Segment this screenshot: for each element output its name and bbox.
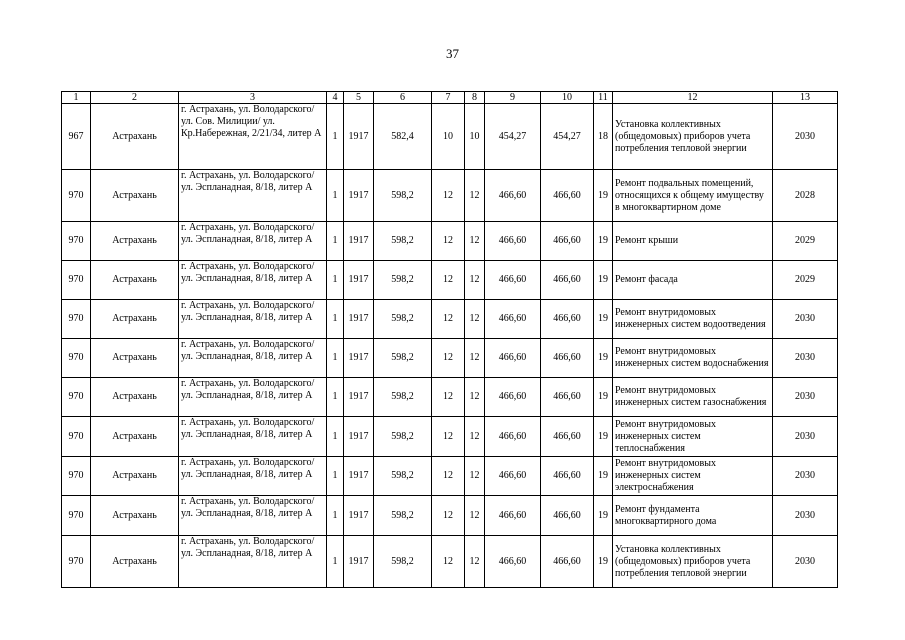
cell-build-year: 1917 bbox=[344, 222, 374, 261]
cell-address: г. Астрахань, ул. Володарского/ ул. Эспланадная, 8/18, литер А bbox=[179, 378, 327, 417]
cell-work-type: Установка коллективных (общедомовых) приборов учета потребления тепловой энергии bbox=[613, 536, 773, 588]
cell-work-type: Ремонт крыши bbox=[613, 222, 773, 261]
cell-col4: 1 bbox=[327, 261, 344, 300]
cell-work-type: Ремонт внутридомовых инженерных систем теплоснабжения bbox=[613, 417, 773, 457]
cell-col8: 12 bbox=[465, 261, 485, 300]
column-header: 4 bbox=[327, 92, 344, 104]
cell-col8: 12 bbox=[465, 536, 485, 588]
cell-col11: 19 bbox=[594, 457, 613, 496]
cell-col7: 10 bbox=[432, 104, 465, 170]
cell-address: г. Астрахань, ул. Володарского/ ул. Эспланадная, 8/18, литер А bbox=[179, 496, 327, 536]
cell-address: г. Астрахань, ул. Володарского/ ул. Эспланадная, 8/18, литер А bbox=[179, 417, 327, 457]
column-number-row bbox=[62, 92, 838, 104]
cell-work-type: Ремонт внутридомовых инженерных систем водоснабжения bbox=[613, 339, 773, 378]
cell-area: 598,2 bbox=[374, 300, 432, 339]
cell-col8: 12 bbox=[465, 378, 485, 417]
cell-address: г. Астрахань, ул. Володарского/ ул. Эспланадная, 8/18, литер А bbox=[179, 536, 327, 588]
cell-build-year: 1917 bbox=[344, 378, 374, 417]
cell-col7: 12 bbox=[432, 300, 465, 339]
cell-col7: 12 bbox=[432, 339, 465, 378]
cell-col11: 19 bbox=[594, 536, 613, 588]
cell-col9: 466,60 bbox=[485, 378, 541, 417]
cell-col11: 19 bbox=[594, 496, 613, 536]
cell-year: 2028 bbox=[773, 170, 838, 222]
table-row bbox=[62, 536, 838, 588]
cell-work-type: Ремонт подвальных помещений, относящихся к общему имуществу в многоквартирном доме bbox=[613, 170, 773, 222]
cell-col9: 466,60 bbox=[485, 170, 541, 222]
cell-record-number: 970 bbox=[62, 496, 91, 536]
cell-col11: 19 bbox=[594, 170, 613, 222]
cell-area: 598,2 bbox=[374, 378, 432, 417]
column-header: 3 bbox=[179, 92, 327, 104]
cell-area: 598,2 bbox=[374, 222, 432, 261]
table-row bbox=[62, 339, 838, 378]
table-row bbox=[62, 457, 838, 496]
cell-city: Астрахань bbox=[91, 378, 179, 417]
cell-col7: 12 bbox=[432, 261, 465, 300]
cell-record-number: 970 bbox=[62, 378, 91, 417]
cell-work-type: Ремонт внутридомовых инженерных систем электроснабжения bbox=[613, 457, 773, 496]
cell-city: Астрахань bbox=[91, 300, 179, 339]
column-header: 10 bbox=[541, 92, 594, 104]
cell-col4: 1 bbox=[327, 378, 344, 417]
cell-build-year: 1917 bbox=[344, 261, 374, 300]
cell-work-type: Установка коллективных (общедомовых) приборов учета потребления тепловой энергии bbox=[613, 104, 773, 170]
cell-col10: 466,60 bbox=[541, 496, 594, 536]
cell-col10: 466,60 bbox=[541, 222, 594, 261]
cell-col7: 12 bbox=[432, 496, 465, 536]
column-header: 11 bbox=[594, 92, 613, 104]
cell-col8: 10 bbox=[465, 104, 485, 170]
cell-col4: 1 bbox=[327, 536, 344, 588]
cell-address: г. Астрахань, ул. Володарского/ ул. Сов. Милиции/ ул. Кр.Набережная, 2/21/34, литер А bbox=[179, 104, 327, 170]
table-row bbox=[62, 417, 838, 457]
cell-city: Астрахань bbox=[91, 170, 179, 222]
cell-record-number: 967 bbox=[62, 104, 91, 170]
cell-area: 598,2 bbox=[374, 536, 432, 588]
cell-col4: 1 bbox=[327, 339, 344, 378]
cell-record-number: 970 bbox=[62, 457, 91, 496]
cell-build-year: 1917 bbox=[344, 300, 374, 339]
cell-city: Астрахань bbox=[91, 339, 179, 378]
cell-address: г. Астрахань, ул. Володарского/ ул. Эспланадная, 8/18, литер А bbox=[179, 300, 327, 339]
cell-col4: 1 bbox=[327, 222, 344, 261]
table-row bbox=[62, 170, 838, 222]
cell-col10: 466,60 bbox=[541, 300, 594, 339]
column-header: 12 bbox=[613, 92, 773, 104]
column-header: 7 bbox=[432, 92, 465, 104]
table-row bbox=[62, 300, 838, 339]
cell-col8: 12 bbox=[465, 300, 485, 339]
cell-area: 598,2 bbox=[374, 170, 432, 222]
cell-col10: 466,60 bbox=[541, 536, 594, 588]
cell-col9: 466,60 bbox=[485, 457, 541, 496]
cell-col8: 12 bbox=[465, 496, 485, 536]
table-row bbox=[62, 378, 838, 417]
cell-address: г. Астрахань, ул. Володарского/ ул. Эспланадная, 8/18, литер А bbox=[179, 170, 327, 222]
table-row bbox=[62, 261, 838, 300]
cell-record-number: 970 bbox=[62, 339, 91, 378]
cell-col7: 12 bbox=[432, 222, 465, 261]
cell-year: 2030 bbox=[773, 104, 838, 170]
cell-build-year: 1917 bbox=[344, 536, 374, 588]
cell-col4: 1 bbox=[327, 170, 344, 222]
column-header: 8 bbox=[465, 92, 485, 104]
cell-col10: 454,27 bbox=[541, 104, 594, 170]
cell-work-type: Ремонт фасада bbox=[613, 261, 773, 300]
cell-build-year: 1917 bbox=[344, 104, 374, 170]
cell-col4: 1 bbox=[327, 496, 344, 536]
cell-year: 2030 bbox=[773, 496, 838, 536]
cell-area: 598,2 bbox=[374, 457, 432, 496]
cell-col11: 19 bbox=[594, 222, 613, 261]
cell-col8: 12 bbox=[465, 222, 485, 261]
cell-col4: 1 bbox=[327, 457, 344, 496]
column-header: 1 bbox=[62, 92, 91, 104]
cell-year: 2029 bbox=[773, 222, 838, 261]
cell-col7: 12 bbox=[432, 536, 465, 588]
cell-col10: 466,60 bbox=[541, 457, 594, 496]
cell-col10: 466,60 bbox=[541, 170, 594, 222]
cell-col9: 466,60 bbox=[485, 261, 541, 300]
cell-work-type: Ремонт фундамента многоквартирного дома bbox=[613, 496, 773, 536]
cell-record-number: 970 bbox=[62, 261, 91, 300]
cell-city: Астрахань bbox=[91, 536, 179, 588]
cell-col7: 12 bbox=[432, 378, 465, 417]
cell-col10: 466,60 bbox=[541, 261, 594, 300]
cell-year: 2029 bbox=[773, 261, 838, 300]
cell-city: Астрахань bbox=[91, 104, 179, 170]
cell-city: Астрахань bbox=[91, 496, 179, 536]
cell-col11: 19 bbox=[594, 339, 613, 378]
column-header: 13 bbox=[773, 92, 838, 104]
cell-build-year: 1917 bbox=[344, 457, 374, 496]
cell-year: 2030 bbox=[773, 300, 838, 339]
cell-col9: 466,60 bbox=[485, 222, 541, 261]
cell-col8: 12 bbox=[465, 457, 485, 496]
cell-work-type: Ремонт внутридомовых инженерных систем газоснабжения bbox=[613, 378, 773, 417]
cell-col9: 454,27 bbox=[485, 104, 541, 170]
cell-col4: 1 bbox=[327, 104, 344, 170]
cell-col10: 466,60 bbox=[541, 417, 594, 457]
cell-city: Астрахань bbox=[91, 417, 179, 457]
cell-record-number: 970 bbox=[62, 222, 91, 261]
cell-area: 598,2 bbox=[374, 417, 432, 457]
cell-col9: 466,60 bbox=[485, 496, 541, 536]
cell-area: 582,4 bbox=[374, 104, 432, 170]
column-header: 5 bbox=[344, 92, 374, 104]
cell-col8: 12 bbox=[465, 417, 485, 457]
cell-col11: 19 bbox=[594, 261, 613, 300]
cell-year: 2030 bbox=[773, 457, 838, 496]
cell-col9: 466,60 bbox=[485, 339, 541, 378]
table-row bbox=[62, 222, 838, 261]
cell-col9: 466,60 bbox=[485, 536, 541, 588]
cell-city: Астрахань bbox=[91, 457, 179, 496]
cell-year: 2030 bbox=[773, 339, 838, 378]
cell-year: 2030 bbox=[773, 536, 838, 588]
cell-build-year: 1917 bbox=[344, 496, 374, 536]
cell-col10: 466,60 bbox=[541, 339, 594, 378]
cell-col4: 1 bbox=[327, 300, 344, 339]
page-number: 37 bbox=[446, 46, 459, 61]
cell-col7: 12 bbox=[432, 457, 465, 496]
cell-col7: 12 bbox=[432, 170, 465, 222]
cell-col10: 466,60 bbox=[541, 378, 594, 417]
cell-col11: 18 bbox=[594, 104, 613, 170]
cell-year: 2030 bbox=[773, 417, 838, 457]
housing-register-table bbox=[61, 91, 838, 588]
cell-work-type: Ремонт внутридомовых инженерных систем водоотведения bbox=[613, 300, 773, 339]
table-row bbox=[62, 496, 838, 536]
cell-record-number: 970 bbox=[62, 536, 91, 588]
cell-area: 598,2 bbox=[374, 496, 432, 536]
cell-col9: 466,60 bbox=[485, 417, 541, 457]
column-header: 6 bbox=[374, 92, 432, 104]
cell-col8: 12 bbox=[465, 339, 485, 378]
cell-col7: 12 bbox=[432, 417, 465, 457]
cell-build-year: 1917 bbox=[344, 170, 374, 222]
cell-area: 598,2 bbox=[374, 339, 432, 378]
cell-city: Астрахань bbox=[91, 261, 179, 300]
cell-col4: 1 bbox=[327, 417, 344, 457]
cell-build-year: 1917 bbox=[344, 417, 374, 457]
cell-address: г. Астрахань, ул. Володарского/ ул. Эспланадная, 8/18, литер А bbox=[179, 457, 327, 496]
cell-build-year: 1917 bbox=[344, 339, 374, 378]
cell-col11: 19 bbox=[594, 417, 613, 457]
cell-area: 598,2 bbox=[374, 261, 432, 300]
cell-record-number: 970 bbox=[62, 170, 91, 222]
table-row bbox=[62, 104, 838, 170]
cell-city: Астрахань bbox=[91, 222, 179, 261]
cell-year: 2030 bbox=[773, 378, 838, 417]
cell-record-number: 970 bbox=[62, 300, 91, 339]
cell-address: г. Астрахань, ул. Володарского/ ул. Эспланадная, 8/18, литер А bbox=[179, 261, 327, 300]
cell-address: г. Астрахань, ул. Володарского/ ул. Эспланадная, 8/18, литер А bbox=[179, 222, 327, 261]
cell-record-number: 970 bbox=[62, 417, 91, 457]
cell-col8: 12 bbox=[465, 170, 485, 222]
column-header: 9 bbox=[485, 92, 541, 104]
cell-col11: 19 bbox=[594, 378, 613, 417]
column-header: 2 bbox=[91, 92, 179, 104]
cell-col11: 19 bbox=[594, 300, 613, 339]
cell-address: г. Астрахань, ул. Володарского/ ул. Эспланадная, 8/18, литер А bbox=[179, 339, 327, 378]
cell-col9: 466,60 bbox=[485, 300, 541, 339]
